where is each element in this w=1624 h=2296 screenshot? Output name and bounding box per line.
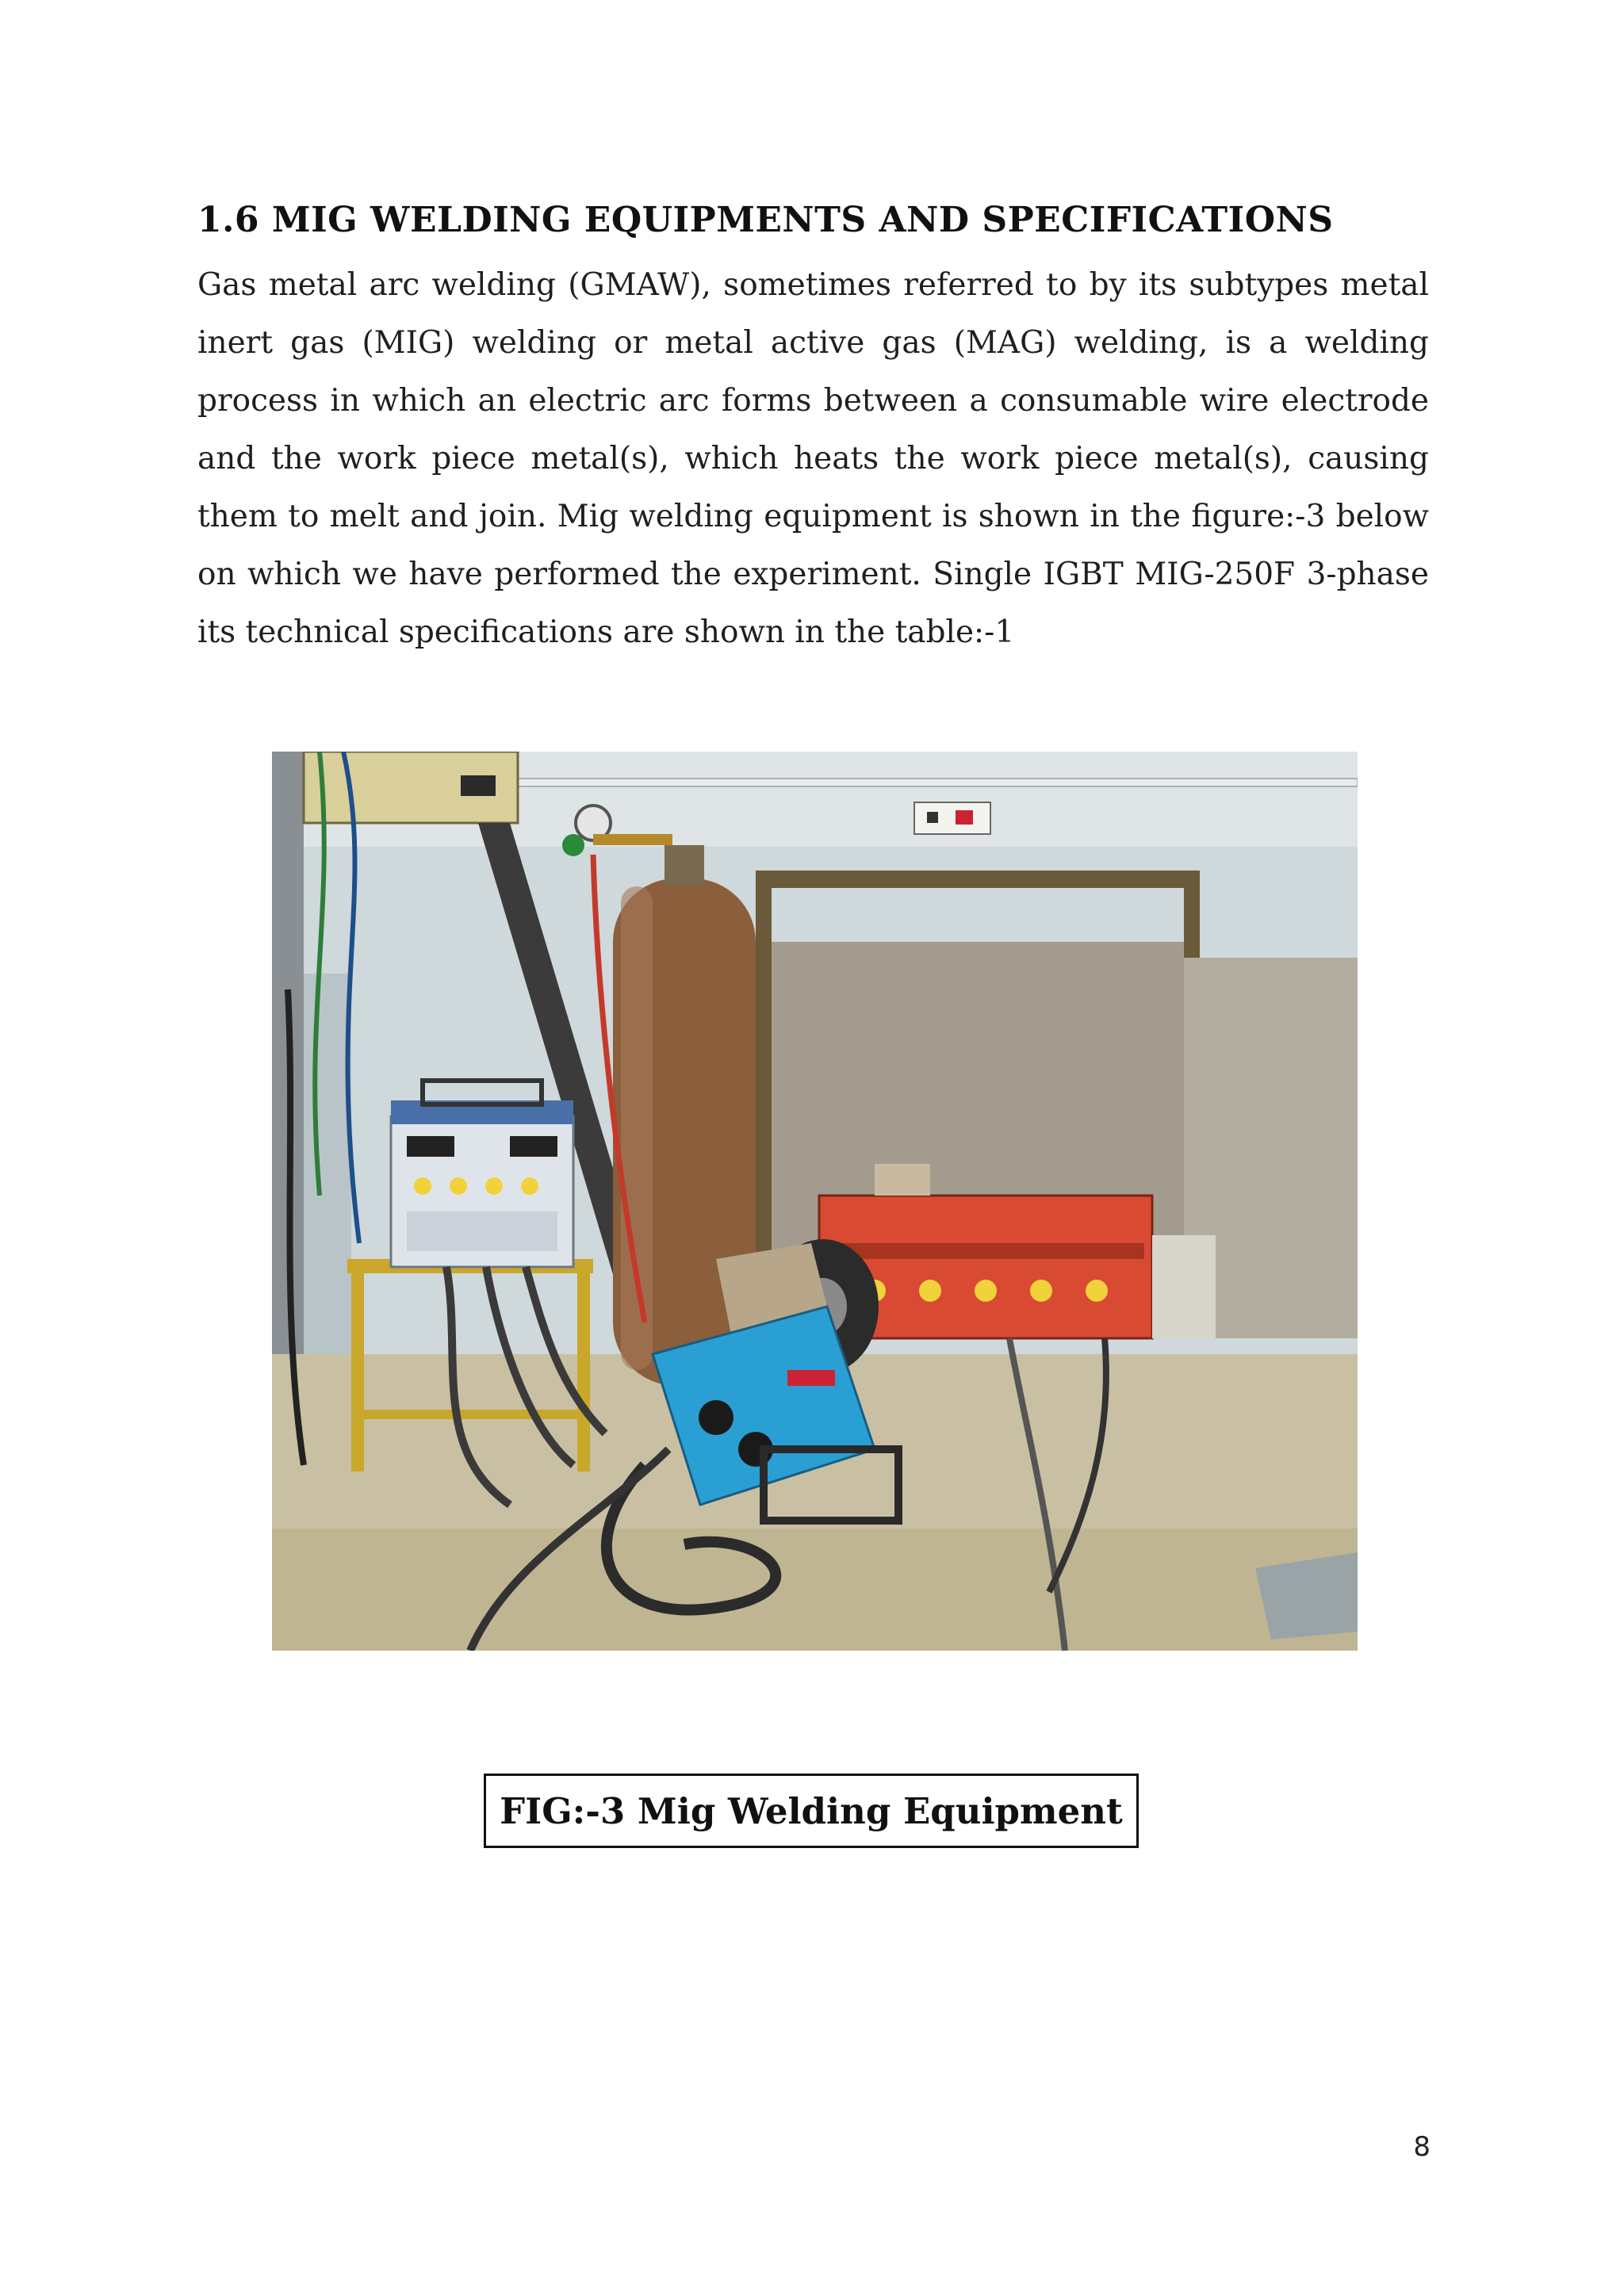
welding-equipment-photo bbox=[272, 752, 1358, 1651]
wall-socket bbox=[914, 802, 990, 834]
electric-board-switch bbox=[461, 775, 496, 796]
socket-hole bbox=[927, 812, 938, 823]
red-knob-3 bbox=[975, 1280, 997, 1302]
frame-top-bar bbox=[756, 871, 1200, 888]
conduit-pipe bbox=[502, 779, 1358, 786]
display-right bbox=[510, 1136, 557, 1157]
power-source-vents bbox=[407, 1211, 557, 1251]
stand-crossbar bbox=[351, 1410, 589, 1419]
stand-leg-left bbox=[351, 1273, 364, 1471]
figure-caption: FIG:-3 Mig Welding Equipment bbox=[484, 1774, 1139, 1848]
floor-front bbox=[272, 1529, 1358, 1651]
display-left bbox=[407, 1136, 454, 1157]
photo-illustration bbox=[272, 752, 1358, 1651]
cylinder-valve bbox=[665, 845, 704, 885]
feeder-label bbox=[787, 1370, 835, 1386]
regulator-pipe bbox=[593, 834, 672, 845]
red-knob-5 bbox=[1086, 1280, 1108, 1302]
feeder-knob-1 bbox=[699, 1400, 733, 1435]
white-box bbox=[1152, 1235, 1216, 1338]
section-heading: 1.6 MIG WELDING EQUIPMENTS AND SPECIFICATIONS bbox=[197, 200, 1334, 240]
knob-2 bbox=[450, 1177, 467, 1195]
red-knob-4 bbox=[1030, 1280, 1052, 1302]
tools-on-machine bbox=[875, 1164, 930, 1196]
red-machine-panel bbox=[827, 1243, 1144, 1259]
stand-leg-right bbox=[577, 1273, 590, 1471]
socket-switch bbox=[956, 810, 973, 825]
section-paragraph: Gas metal arc welding (GMAW), sometimes referred to by its subtypes metal inert gas (MIG) welding or metal active gas (MAG) welding, is a welding process in which an electric arc forms between a consumable wire electrode and the work piece metal(s), which heats the work piece metal(s), causing them to melt and join. Mig welding equipment is shown in the figure:-3 below on which we have performed the experiment. Single IGBT MIG-250F 3-phase its technical specifications are shown in the table:-1 bbox=[197, 267, 1429, 650]
frame-left-post bbox=[756, 871, 772, 1314]
page-number: 8 bbox=[1413, 2131, 1431, 2163]
red-knob-2 bbox=[919, 1280, 941, 1302]
knob-1 bbox=[414, 1177, 431, 1195]
knob-4 bbox=[521, 1177, 538, 1195]
knob-3 bbox=[485, 1177, 503, 1195]
cylinder-highlight bbox=[621, 886, 653, 1370]
regulator-knob bbox=[562, 834, 584, 856]
